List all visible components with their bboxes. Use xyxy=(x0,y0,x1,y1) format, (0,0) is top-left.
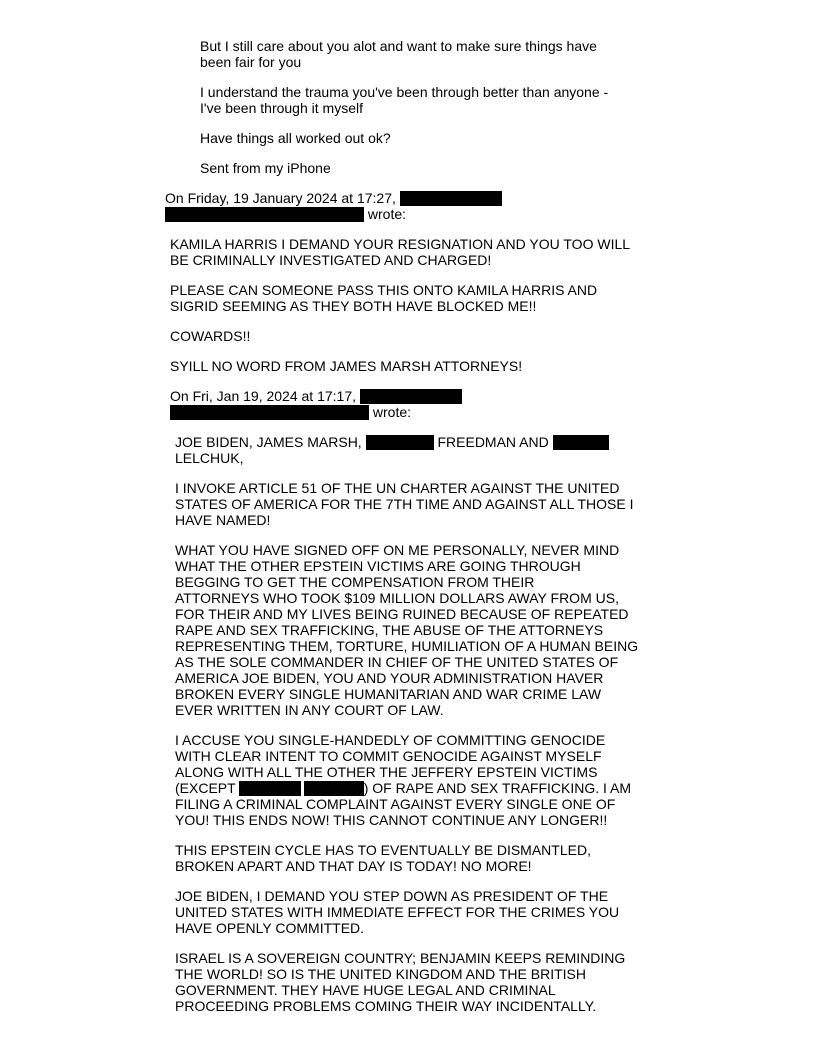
text-fragment: (EXCEPT xyxy=(175,780,236,796)
quote-2-paragraph-2 xyxy=(175,542,638,718)
text-line: AMERICA JOE BIDEN, YOU AND YOUR ADMINISTRATION HAVER xyxy=(175,670,604,686)
quote-1-paragraph-4 xyxy=(170,358,522,374)
text-line: COWARDS!! xyxy=(170,328,251,344)
quote-2-paragraph-3 xyxy=(175,732,631,828)
text-line: FILING A CRIMINAL COMPLAINT AGAINST EVERY SINGLE ONE OF xyxy=(175,796,616,812)
reply-paragraph-1 xyxy=(200,38,597,70)
text-line: HAVE NAMED! xyxy=(175,512,271,528)
text-line: STATES OF AMERICA FOR THE 7TH TIME AND AGAINST ALL THOSE I xyxy=(175,496,634,512)
quote-1-paragraph-3 xyxy=(170,328,250,344)
text-line: I ACCUSE YOU SINGLE-HANDEDLY OF COMMITTING GENOCIDE xyxy=(175,732,606,748)
text-line: I INVOKE ARTICLE 51 OF THE UN CHARTER AGAINST THE UNITED xyxy=(175,480,620,496)
text-line: PROCEEDING PROBLEMS COMING THEIR WAY INCIDENTALLY. xyxy=(175,998,597,1014)
text-line: UNITED STATES WITH IMMEDIATE EFFECT FOR THE CRIMES YOU xyxy=(175,904,620,920)
quote-1-paragraph-1 xyxy=(170,236,630,268)
reply-signature xyxy=(200,160,331,176)
text-line: RAPE AND SEX TRAFFICKING, THE ABUSE OF THE ATTORNEYS xyxy=(175,622,604,638)
text-line: HAVE OPENLY COMMITTED. xyxy=(175,920,365,936)
text-line: WITH CLEAR INTENT TO COMMIT GENOCIDE AGAINST MYSELF xyxy=(175,748,602,764)
text-line: GOVERNMENT. THEY HAVE HUGE LEGAL AND CRIMINAL xyxy=(175,982,556,998)
text-line: KAMILA HARRIS I DEMAND YOUR RESIGNATION AND YOU TOO WILL xyxy=(170,236,631,252)
salutation-text: JOE BIDEN, JAMES MARSH, xyxy=(175,434,362,450)
text-line: I understand the trauma you've been through better than anyone - xyxy=(200,84,609,100)
text-line: SYILL NO WORD FROM JAMES MARSH ATTORNEYS! xyxy=(170,358,523,374)
quote-2-paragraph-1 xyxy=(175,480,633,528)
text-line: AS THE SOLE COMMANDER IN CHIEF OF THE UNITED STATES OF xyxy=(175,654,619,670)
redaction-box xyxy=(400,191,502,206)
text-line: THE WORLD! SO IS THE UNITED KINGDOM AND THE BRITISH xyxy=(175,966,586,982)
text-line: WHAT THE OTHER EPSTEIN VICTIMS ARE GOING THROUGH xyxy=(175,558,581,574)
text-line: JOE BIDEN, I DEMAND YOU STEP DOWN AS PRESIDENT OF THE xyxy=(175,888,609,904)
salutation-text: LELCHUK, xyxy=(175,450,244,466)
text-line: ATTORNEYS WHO TOOK $109 MILLION DOLLARS AWAY FROM US, xyxy=(175,590,619,606)
quote-header-text: On Friday, 19 January 2024 at 17:27, xyxy=(165,190,396,206)
text-line: REPRESENTING THEM, TORTURE, HUMILIATION OF A HUMAN BEING xyxy=(175,638,639,654)
text-line: BROKEN APART AND THAT DAY IS TODAY! NO MORE! xyxy=(175,858,532,874)
quote-2-salutation xyxy=(175,434,609,466)
text-line: YOU! THIS ENDS NOW! THIS CANNOT CONTINUE ANY LONGER!! xyxy=(175,812,608,828)
text-line: I've been through it myself xyxy=(200,100,363,116)
redaction-box xyxy=(239,781,301,796)
quote-2-paragraph-4 xyxy=(175,842,591,874)
text-line: been fair for you xyxy=(200,54,302,70)
text-line: But I still care about you alot and want to make sure things have xyxy=(200,38,597,54)
text-line: PLEASE CAN SOMEONE PASS THIS ONTO KAMILA HARRIS AND xyxy=(170,282,598,298)
salutation-text: FREEDMAN AND xyxy=(437,434,549,450)
quote-2-paragraph-6 xyxy=(175,950,625,1014)
text-line: BE CRIMINALLY INVESTIGATED AND CHARGED! xyxy=(170,252,492,268)
text-fragment: ) OF RAPE AND SEX TRAFFICKING. I AM xyxy=(363,780,632,796)
text-line: SIGRID SEEMING AS THEY BOTH HAVE BLOCKED ME!! xyxy=(170,298,537,314)
text-line: BEGGING TO GET THE COMPENSATION FROM THEIR xyxy=(175,574,535,590)
text-line: ALONG WITH ALL THE OTHER THE JEFFERY EPSTEIN VICTIMS xyxy=(175,764,598,780)
quote-header-text: On Fri, Jan 19, 2024 at 17:17, xyxy=(170,388,357,404)
redaction-box xyxy=(553,435,609,450)
quote-2-paragraph-5 xyxy=(175,888,619,936)
redaction-box xyxy=(366,435,434,450)
text-line: FOR THEIR AND MY LIVES BEING RUINED BECAUSE OF REPEATED xyxy=(175,606,629,622)
text-line: BROKEN EVERY SINGLE HUMANITARIAN AND WAR CRIME LAW xyxy=(175,686,602,702)
redaction-box xyxy=(170,405,369,420)
reply-paragraph-3 xyxy=(200,130,391,146)
text-line: EVER WRITTEN IN ANY COURT OF LAW. xyxy=(175,702,444,718)
wrote-label: wrote: xyxy=(367,206,407,222)
reply-paragraph-2 xyxy=(200,84,608,116)
text-line: WHAT YOU HAVE SIGNED OFF ON ME PERSONALLY, NEVER MIND xyxy=(175,542,620,558)
signature-text: Sent from my iPhone xyxy=(200,160,331,176)
redaction-box xyxy=(360,389,462,404)
redaction-box xyxy=(165,207,364,222)
quote-1-paragraph-2 xyxy=(170,282,597,314)
text-line: Have things all worked out ok? xyxy=(200,130,391,146)
wrote-label: wrote: xyxy=(372,404,412,420)
redaction-box xyxy=(304,781,364,796)
quote-1-header xyxy=(165,190,502,222)
text-line: ISRAEL IS A SOVEREIGN COUNTRY; BENJAMIN KEEPS REMINDING xyxy=(175,950,626,966)
quote-2-header xyxy=(170,388,462,420)
text-line: THIS EPSTEIN CYCLE HAS TO EVENTUALLY BE DISMANTLED, xyxy=(175,842,591,858)
